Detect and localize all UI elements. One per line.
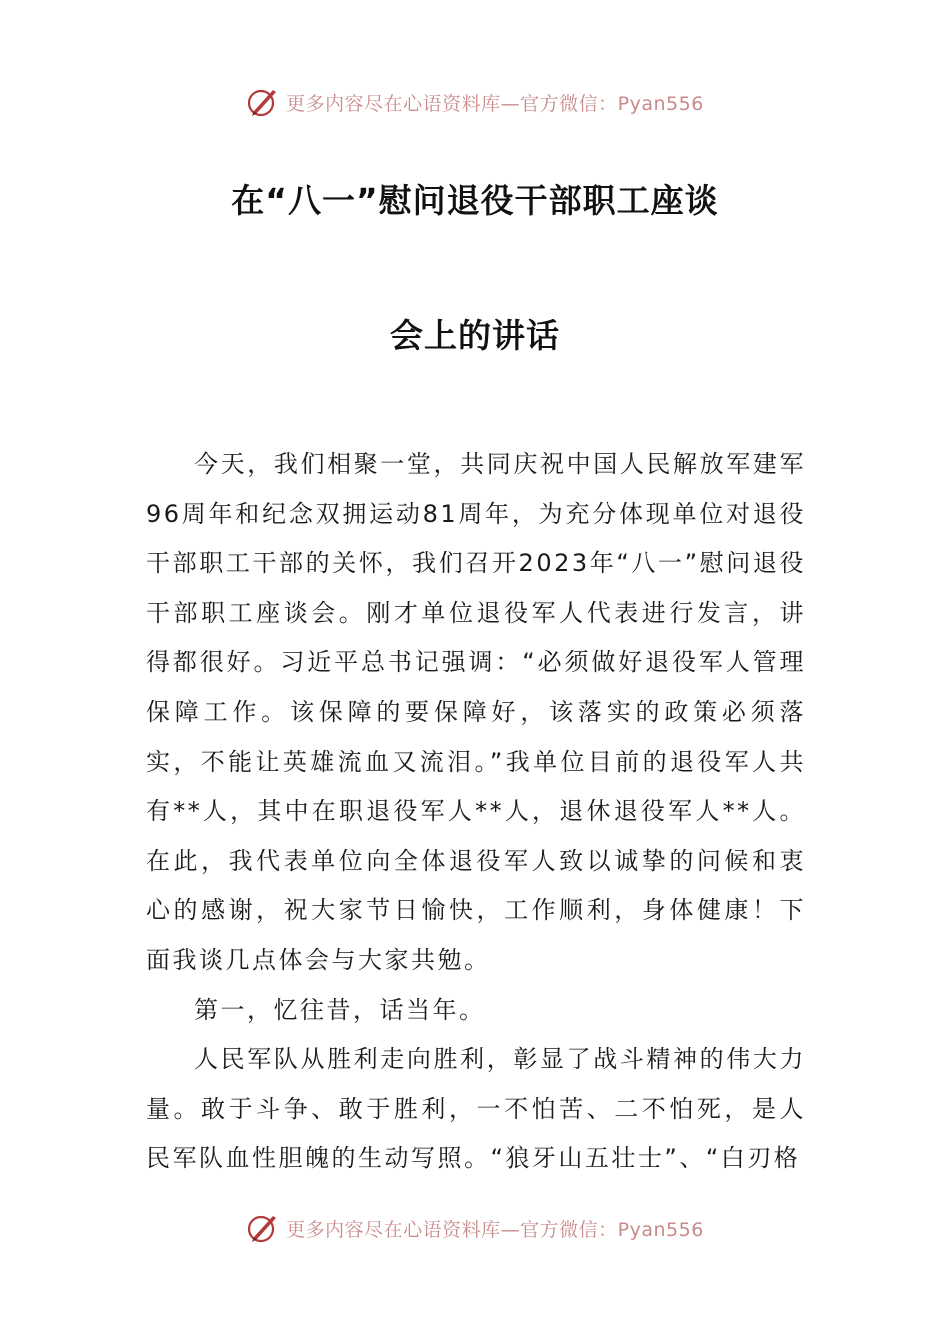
- document-body: [146, 440, 806, 1184]
- paragraph-military-spirit: 人民军队从胜利走向胜利，彰显了战斗精神的伟大力量。敢于斗争、敢于胜利，一不怕苦、二不怕死，是人民军队血性胆魄的生动写照。“狼牙山五壮士”、“白刃格: [146, 1045, 806, 1173]
- paragraph-section-heading: 第一，忆往昔，话当年。: [194, 995, 486, 1024]
- document-title-line-2: 会上的讲话: [390, 316, 560, 355]
- quill-pen-logo-icon: [246, 85, 280, 119]
- watermark-banner-bottom: [0, 1208, 950, 1248]
- watermark-banner-top: [0, 82, 950, 122]
- watermark-text: 更多内容尽在心语资料库—官方微信：Pyan556: [286, 1218, 704, 1241]
- document-title-line-1: 在“八一”慰问退役干部职工座谈: [231, 181, 719, 220]
- quill-pen-logo-icon: [246, 1211, 280, 1245]
- paragraph-opening: 今天，我们相聚一堂，共同庆祝中国人民解放军建军96周年和纪念双拥运动81周年，为充分体现单位对退役干部职工干部的关怀，我们召开2023年“八一”慰问退役干部职工座谈会。刚才单位退役军人代表进行发言，讲得都很好。习近平总书记强调：“必须做好退役军人管理保障工作。该保障的要保障好，该落实的政策必须落实，不能让英雄流血又流泪。”我单位目前的退役军人共有**人，其中在职退役军人**人，退休退役军人**人。在此，我代表单位向全体退役军人致以诚挚的问候和衷心的感谢，祝大家节日愉快，工作顺利，身体健康！下面我谈几点体会与大家共勉。: [146, 450, 806, 974]
- watermark-text: 更多内容尽在心语资料库—官方微信：Pyan556: [286, 92, 704, 115]
